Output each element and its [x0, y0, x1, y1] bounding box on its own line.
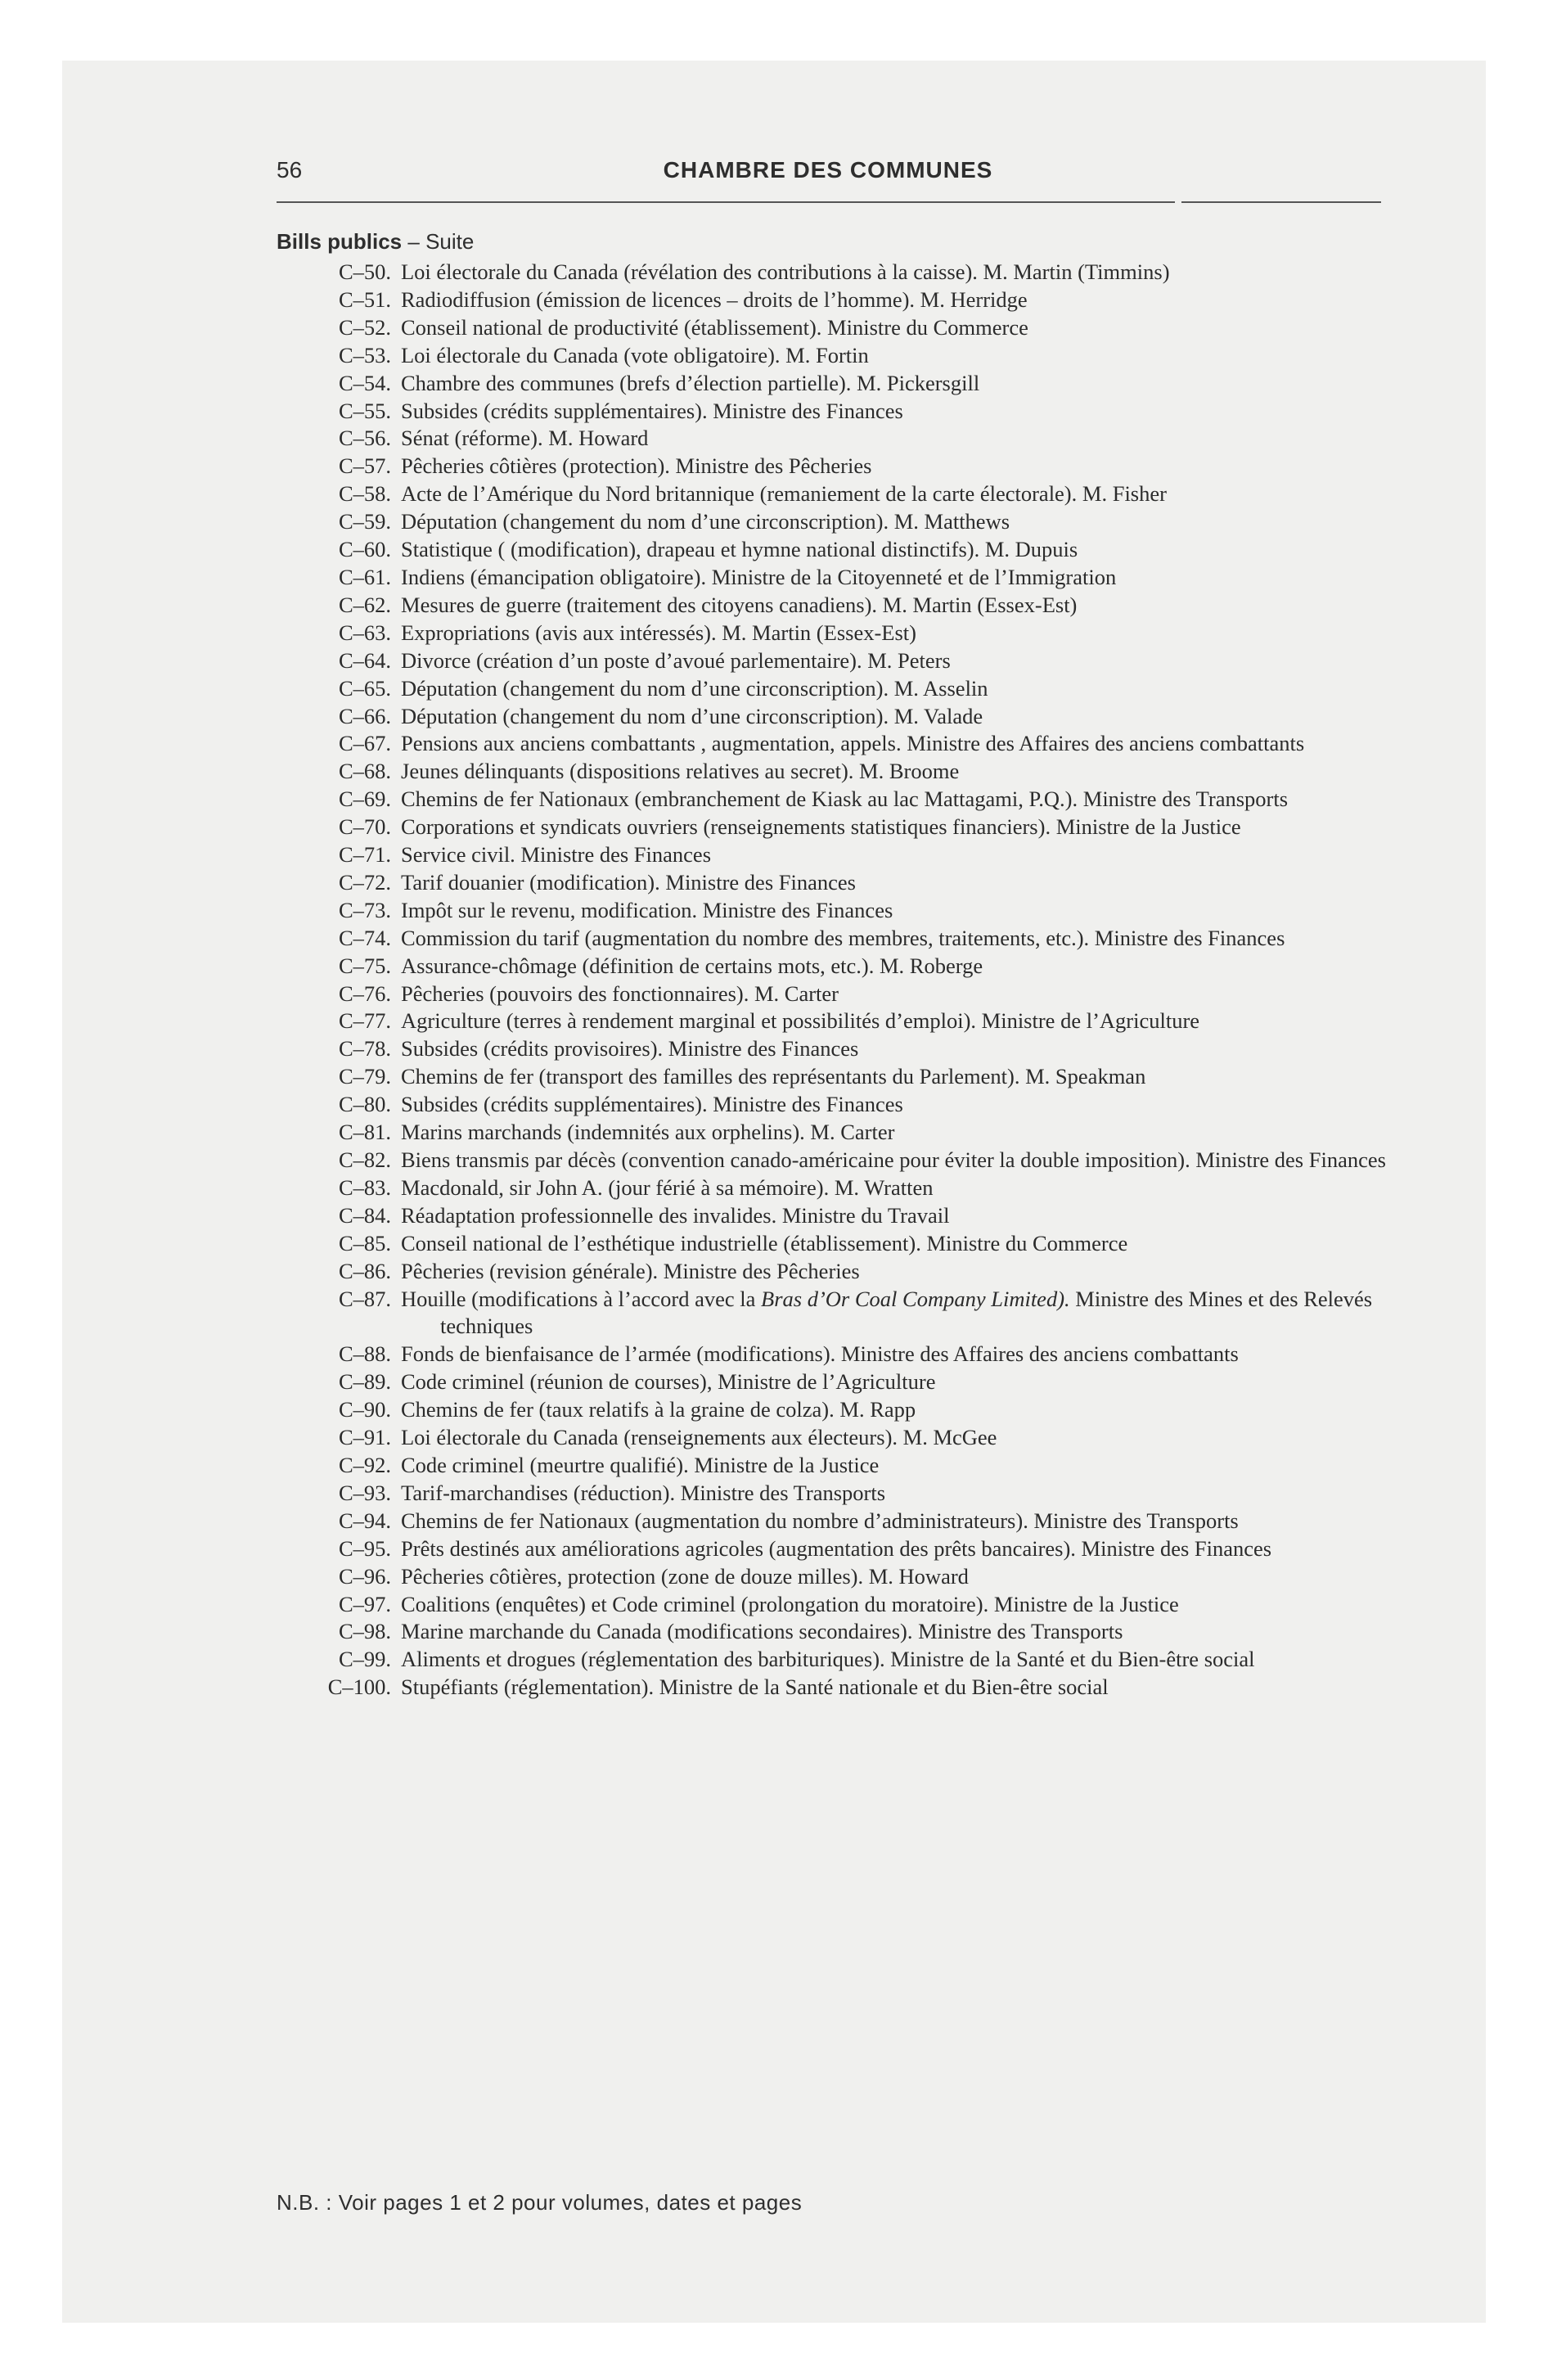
bill-text: Chemins de fer Nationaux (embranchement de Kiask au lac Mattagami, P.Q.). Ministre des Transports [401, 787, 1289, 812]
bill-description [401, 1646, 1415, 1674]
bill-number: C–95. [338, 1535, 391, 1561]
bill-number: C–89. [338, 1369, 391, 1395]
bill-number: C–72. [338, 869, 391, 895]
bill-text: Impôt sur le revenu, modification. Ministre des Finances [401, 897, 893, 922]
bill-number: C–64. [338, 647, 391, 673]
bill-description [401, 786, 1415, 814]
section-continued: – Suite [402, 229, 475, 254]
page-number: 56 [277, 157, 303, 183]
bill-description [401, 1230, 1415, 1258]
bill-entry [270, 730, 1415, 758]
bill-entry [270, 1591, 1415, 1619]
bill-entry [270, 814, 1415, 841]
bill-description [401, 1535, 1415, 1563]
bill-description [401, 1286, 1415, 1341]
bill-entry [270, 841, 1415, 869]
bill-number: C–92. [338, 1452, 391, 1477]
bill-text: Tarif-marchandises (réduction). Ministre des Transports [401, 1480, 886, 1505]
bill-description [401, 620, 1415, 647]
bill-number: C–90. [338, 1397, 391, 1422]
bill-number: C–86. [338, 1258, 391, 1283]
bill-text: Aliments et drogues (réglementation des barbituriques). Ministre de la Santé et du Bien-être social [401, 1647, 1255, 1672]
bill-number: C–84. [338, 1202, 391, 1228]
bill-text: Macdonald, sir John A. (jour férié à sa mémoire). M. Wratten [401, 1174, 934, 1200]
bill-number: C–68. [338, 759, 391, 784]
bill-entry [270, 1508, 1415, 1535]
bill-text: Indiens (émancipation obligatoire). Ministre de la Citoyenneté et de l’Immigration [401, 564, 1117, 589]
bill-text: Fonds de bienfaisance de l’armée (modifications). Ministre des Affaires des anciens combattants [401, 1341, 1239, 1367]
bill-description [401, 1147, 1415, 1174]
bill-number: C–71. [338, 842, 391, 868]
bill-entry [270, 897, 1415, 925]
bill-text: Subsides (crédits provisoires). Ministre des Finances [401, 1036, 859, 1062]
bill-number: C–55. [338, 398, 391, 423]
bill-description [401, 314, 1415, 342]
bill-entry [270, 314, 1415, 342]
bill-entry [270, 453, 1415, 480]
bill-number: C–63. [338, 620, 391, 645]
bill-entry [270, 1035, 1415, 1063]
bill-description [401, 953, 1415, 980]
bill-description [401, 1035, 1415, 1063]
bill-number: C–98. [338, 1619, 391, 1644]
bill-entry [270, 703, 1415, 731]
bill-entry [270, 647, 1415, 675]
bill-text: Pêcheries (revision générale). Ministre des Pêcheries [401, 1258, 860, 1283]
bill-text: Chambre des communes (brefs d’élection partielle). M. Pickersgill [401, 370, 980, 395]
bill-description [401, 1563, 1415, 1591]
bill-entry [270, 370, 1415, 398]
bill-description [401, 1591, 1415, 1619]
bill-number: C–78. [338, 1036, 391, 1062]
bill-description [401, 259, 1415, 286]
bill-description [401, 398, 1415, 426]
bill-entry [270, 536, 1415, 564]
bill-number: C–97. [338, 1591, 391, 1616]
bill-text: Loi électorale du Canada (révélation des contributions à la caisse). M. Martin (Timmins) [401, 259, 1170, 284]
bill-text: Chemins de fer Nationaux (augmentation du nombre d’administrateurs). Ministre des Transports [401, 1508, 1239, 1533]
bill-text: Acte de l’Amérique du Nord britannique (remaniement de la carte électorale). M. Fisher [401, 481, 1167, 507]
bill-entry [270, 480, 1415, 508]
bill-text: Prêts destinés aux améliorations agricoles (augmentation des prêts bancaires). Ministre des Finances [401, 1535, 1272, 1561]
bill-text: Sénat (réforme). M. Howard [401, 426, 649, 451]
bill-text: Pêcheries côtières (protection). Ministre des Pêcheries [401, 453, 872, 479]
bill-entry [270, 1230, 1415, 1258]
bill-number: C–93. [338, 1480, 391, 1505]
bill-number: C–88. [338, 1341, 391, 1367]
bill-number: C–62. [338, 592, 391, 617]
bill-text: Stupéfiants (réglementation). Ministre de la Santé nationale et du Bien-être social [401, 1675, 1109, 1700]
bill-text: Subsides (crédits supplémentaires). Ministre des Finances [401, 398, 903, 423]
bill-entry [270, 1063, 1415, 1091]
bill-description [401, 1452, 1415, 1480]
bill-text: Mesures de guerre (traitement des citoyens canadiens). M. Martin (Essex-Est) [401, 592, 1078, 617]
bill-text: Chemins de fer (transport des familles des représentants du Parlement). M. Speakman [401, 1064, 1146, 1089]
bill-entry [270, 980, 1415, 1008]
bill-description [401, 508, 1415, 536]
bill-description [401, 453, 1415, 480]
bill-description [401, 1119, 1415, 1147]
bill-description [401, 1508, 1415, 1535]
page-header [277, 157, 1379, 187]
bill-description [401, 1174, 1415, 1202]
bill-number: C–73. [338, 897, 391, 922]
bill-text: Assurance-chômage (définition de certains mots, etc.). M. Roberge [401, 953, 983, 978]
bill-text: Agriculture (terres à rendement marginal et possibilités d’emploi). Ministre de l’Agriculture [401, 1008, 1200, 1034]
bill-entry [270, 259, 1415, 286]
bill-text-continued: Ministre des Mines et des Relevés techniques [440, 1286, 1373, 1339]
bill-number: C–50. [338, 259, 391, 284]
bill-number: C–53. [338, 342, 391, 367]
bill-entry [270, 758, 1415, 786]
bill-description [401, 675, 1415, 703]
bill-number: C–79. [338, 1064, 391, 1089]
bill-number: C–91. [338, 1425, 391, 1450]
bill-number: C–81. [338, 1120, 391, 1145]
section-heading [277, 229, 474, 255]
bill-number: C–87. [338, 1286, 391, 1311]
bill-text: Divorce (création d’un poste d’avoué parlementaire). M. Peters [401, 647, 951, 673]
bill-text: Députation (changement du nom d’une circonscription). M. Asselin [401, 675, 988, 701]
bill-description [401, 841, 1415, 869]
header-rule-end [1181, 201, 1381, 203]
bill-number: C–83. [338, 1174, 391, 1200]
bill-text: Réadaptation professionnelle des invalides. Ministre du Travail [401, 1202, 950, 1228]
bill-entry [270, 1480, 1415, 1508]
bill-entry [270, 286, 1415, 314]
bill-number: C–94. [338, 1508, 391, 1533]
bill-entry [270, 1618, 1415, 1646]
footnote: N.B. : Voir pages 1 et 2 pour volumes, dates et pages [277, 2190, 803, 2215]
bill-description [401, 1258, 1415, 1286]
bill-text: Corporations et syndicats ouvriers (renseignements statistiques financiers). Ministre de la Justice [401, 814, 1241, 840]
bill-text: Députation (changement du nom d’une circonscription). M. Valade [401, 703, 983, 728]
bill-description [401, 647, 1415, 675]
bill-description [401, 1618, 1415, 1646]
bill-text: Expropriations (avis aux intéressés). M. Martin (Essex-Est) [401, 620, 916, 645]
bill-text: Conseil national de productivité (établissement). Ministre du Commerce [401, 314, 1028, 340]
bill-number: C–67. [338, 731, 391, 756]
bill-text: Marine marchande du Canada (modifications secondaires). Ministre des Transports [401, 1619, 1123, 1644]
bill-number: C–66. [338, 703, 391, 728]
bill-entry [270, 508, 1415, 536]
bill-description [401, 564, 1415, 592]
bill-text: Coalitions (enquêtes) et Code criminel (prolongation du moratoire). Ministre de la Justice [401, 1591, 1179, 1616]
bill-description [401, 536, 1415, 564]
bill-description [401, 480, 1415, 508]
bill-description [401, 1007, 1415, 1035]
header-rule [277, 201, 1175, 203]
bill-description [401, 814, 1415, 841]
bill-description [401, 703, 1415, 731]
bill-number: C–60. [338, 537, 391, 562]
bill-text: Jeunes délinquants (dispositions relatives au secret). M. Broome [401, 759, 960, 784]
bill-number: C–82. [338, 1147, 391, 1172]
bill-description [401, 1091, 1415, 1119]
bill-entry [270, 398, 1415, 426]
bill-entry [270, 425, 1415, 453]
bill-entry [270, 1563, 1415, 1591]
bill-description [401, 1424, 1415, 1452]
bill-entry [270, 1258, 1415, 1286]
bill-description [401, 1368, 1415, 1396]
bill-description [401, 869, 1415, 897]
bill-text: Marins marchands (indemnités aux orphelins). M. Carter [401, 1120, 895, 1145]
bill-entry [270, 869, 1415, 897]
bill-text: Statistique ( (modification), drapeau et hymne national distinctifs). M. Dupuis [401, 537, 1078, 562]
section-title: Bills publics [277, 229, 403, 254]
bill-number: C–52. [338, 314, 391, 340]
bill-list [270, 259, 1415, 1702]
bill-description [401, 730, 1415, 758]
bill-text: Code criminel (réunion de courses), Ministre de l’Agriculture [401, 1369, 936, 1395]
bill-description [401, 1063, 1415, 1091]
bill-text: Commission du tarif (augmentation du nombre des membres, traitements, etc.). Ministre des Finances [401, 925, 1285, 950]
bill-description [401, 758, 1415, 786]
bill-text: Houille (modifications à l’accord avec la [401, 1286, 762, 1311]
bill-number: C–65. [338, 675, 391, 701]
bill-entry [270, 953, 1415, 980]
bill-entry [270, 564, 1415, 592]
bill-number: C–100. [327, 1675, 391, 1700]
bill-text: Biens transmis par décès (convention canado-américaine pour éviter la double imposition). Ministre des Finances [401, 1147, 1386, 1172]
bill-description [401, 1396, 1415, 1424]
bill-description [401, 1341, 1415, 1368]
bill-description [401, 592, 1415, 620]
bill-text-italic: Bras d’Or Coal Company Limited). [761, 1286, 1070, 1311]
bill-text: Conseil national de l’esthétique industrielle (établissement). Ministre du Commerce [401, 1230, 1128, 1255]
bill-text: Subsides (crédits supplémentaires). Ministre des Finances [401, 1092, 903, 1117]
bill-text: Pensions aux anciens combattants , augmentation, appels. Ministre des Affaires des anciens combattants [401, 731, 1305, 756]
bill-text: Pêcheries (pouvoirs des fonctionnaires). M. Carter [401, 980, 839, 1006]
bill-text: Radiodiffusion (émission de licences – droits de l’homme). M. Herridge [401, 286, 1028, 312]
bill-number: C–96. [338, 1563, 391, 1589]
bill-entry [270, 675, 1415, 703]
bill-entry [270, 1174, 1415, 1202]
bill-entry [270, 620, 1415, 647]
bill-entry [270, 786, 1415, 814]
bill-entry [270, 1286, 1415, 1341]
bill-entry [270, 1007, 1415, 1035]
bill-entry [270, 1674, 1415, 1702]
bill-text: Tarif douanier (modification). Ministre des Finances [401, 869, 856, 895]
bill-number: C–59. [338, 509, 391, 534]
bill-number: C–75. [338, 953, 391, 978]
bill-description [401, 1480, 1415, 1508]
bill-entry [270, 1535, 1415, 1563]
bill-text: Service civil. Ministre des Finances [401, 842, 712, 868]
bill-number: C–56. [338, 426, 391, 451]
bill-number: C–85. [338, 1230, 391, 1255]
bill-description [401, 1674, 1415, 1702]
bill-description [401, 286, 1415, 314]
bill-entry [270, 1368, 1415, 1396]
bill-number: C–58. [338, 481, 391, 507]
bill-entry [270, 1424, 1415, 1452]
bill-text: Députation (changement du nom d’une circonscription). M. Matthews [401, 509, 1010, 534]
bill-number: C–51. [338, 286, 391, 312]
bill-text: Chemins de fer (taux relatifs à la graine de colza). M. Rapp [401, 1397, 916, 1422]
bill-entry [270, 342, 1415, 370]
bill-number: C–61. [338, 564, 391, 589]
bill-number: C–69. [338, 787, 391, 812]
bill-entry [270, 1396, 1415, 1424]
bill-number: C–76. [338, 980, 391, 1006]
bill-text: Pêcheries côtières, protection (zone de douze milles). M. Howard [401, 1563, 969, 1589]
bill-number: C–54. [338, 370, 391, 395]
bill-entry [270, 592, 1415, 620]
running-title: CHAMBRE DES COMMUNES [663, 157, 993, 183]
bill-entry [270, 1147, 1415, 1174]
bill-entry [270, 1119, 1415, 1147]
bill-description [401, 897, 1415, 925]
bill-description [401, 1202, 1415, 1230]
bill-entry [270, 1091, 1415, 1119]
bill-entry [270, 1646, 1415, 1674]
bill-entry [270, 1202, 1415, 1230]
bill-entry [270, 1341, 1415, 1368]
bill-description [401, 342, 1415, 370]
bill-text: Code criminel (meurtre qualifié). Ministre de la Justice [401, 1452, 880, 1477]
bill-number: C–80. [338, 1092, 391, 1117]
bill-text: Loi électorale du Canada (vote obligatoire). M. Fortin [401, 342, 869, 367]
bill-number: C–57. [338, 453, 391, 479]
bill-description [401, 980, 1415, 1008]
bill-number: C–70. [338, 814, 391, 840]
bill-number: C–77. [338, 1008, 391, 1034]
bill-description [401, 370, 1415, 398]
bill-entry [270, 1452, 1415, 1480]
bill-number: C–74. [338, 925, 391, 950]
bill-description [401, 925, 1415, 953]
bill-entry [270, 925, 1415, 953]
bill-description [401, 425, 1415, 453]
bill-number: C–99. [338, 1647, 391, 1672]
bill-text: Loi électorale du Canada (renseignements aux électeurs). M. McGee [401, 1425, 997, 1450]
